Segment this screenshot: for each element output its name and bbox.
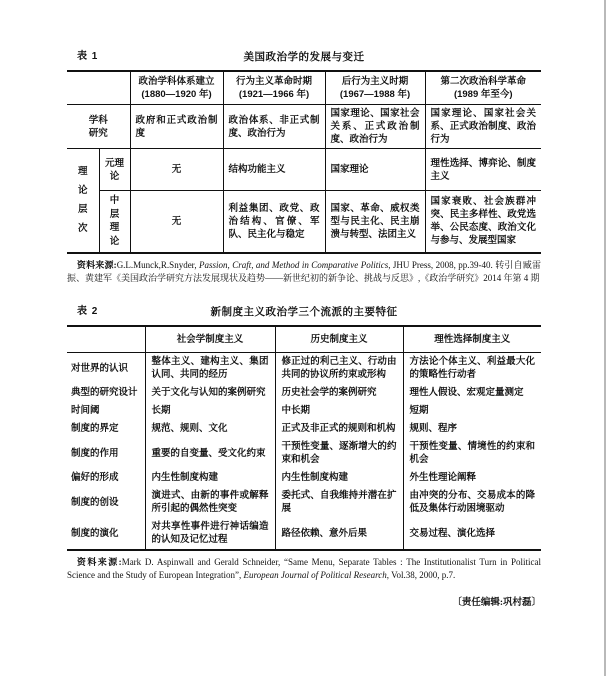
table2-caption — [67, 305, 541, 319]
table2-row-institution-evolution — [67, 518, 541, 550]
row-group-label-theory-levels — [67, 149, 99, 253]
table2-row-institution-role — [67, 438, 541, 469]
source-journal-title: European Journal of Political Research — [243, 570, 387, 580]
table2-header-historical: 历史制度主义 — [275, 326, 403, 353]
table2-cell: 方法论个体主义、利益最大化的策略性行动者 — [403, 352, 541, 384]
page-content — [67, 50, 541, 608]
source-citation-rest: , JHU Press, 2008, pp.39-40. 转引自臧雷振、黄建军《美国政治学研究方法发展现状及趋势——新世纪初的新争论、挑战与反思》,《政治学研究》2014 年第 4 期 — [67, 259, 541, 283]
table1-cell: 政府和正式政治制度 — [130, 105, 223, 149]
table2-cell: 修正过的利己主义、行动由共同的协议所约束或形构 — [275, 352, 403, 384]
period1-years: (1880—1920 年) — [141, 89, 212, 100]
table2-cell: 外生性理论阐释 — [403, 469, 541, 487]
source-book-title: Passion, Craft, and Method in Comparative Politics — [199, 259, 389, 270]
table2-cell: 内生性制度构建 — [275, 469, 403, 487]
table1-cell: 政治体系、非正式制度、政治行为 — [223, 105, 325, 149]
table2-header-empty — [67, 326, 145, 353]
period3-years: (1967—1988 年) — [339, 89, 411, 100]
source-citation-rest: , Vol.38, 2000, p.7. — [386, 570, 456, 580]
table2-row-research-design — [67, 384, 541, 402]
subject-research-label: 学科研究 — [88, 114, 108, 139]
row-label: 制度的创设 — [71, 496, 119, 508]
table2-cell: 干预性变量、逐渐增大的约束和机会 — [275, 438, 403, 469]
row-label: 对世界的认识 — [71, 362, 129, 374]
table2-cell: 由冲突的分布、交易成本的降低及集体行动困境驱动 — [403, 487, 541, 518]
row-label: 时间阈 — [71, 405, 100, 416]
table2-source-note — [67, 556, 541, 583]
table2-cell: 内生性制度构建 — [145, 469, 275, 487]
table2-tag: 表 2 — [77, 305, 99, 317]
table1-tag: 表 1 — [77, 51, 99, 62]
period3-name: 后行为主义时期 — [341, 76, 409, 87]
table1-title: 美国政治学的发展与变迁 — [243, 51, 365, 63]
table1-cell: 国家理论 — [325, 149, 425, 191]
table1-header-row — [67, 71, 541, 105]
table1-cell: 结构功能主义 — [223, 149, 325, 191]
table1-header-period4 — [425, 71, 541, 105]
table2-title: 新制度主义政治学三个流派的主要特征 — [210, 305, 398, 318]
table1-midrange-row — [67, 191, 541, 253]
source-label: 资料来源: — [76, 259, 117, 270]
table1-cell: 国家、革命、威权类型与民主化、民主崩溃与转型、法团主义 — [325, 191, 425, 253]
row-label: 制度的作用 — [71, 447, 119, 459]
table2-cell: 历史社会学的案例研究 — [275, 384, 403, 402]
table1-header-period1 — [130, 71, 223, 105]
table1-cell: 理性选择、博弈论、制度主义 — [425, 149, 541, 191]
source-label: 资料来源: — [76, 556, 122, 567]
table2-row-institution-creation — [67, 487, 541, 518]
table1-cell: 无 — [130, 149, 223, 191]
row-label: 偏好的形成 — [71, 472, 119, 483]
table1-cell: 无 — [130, 191, 223, 253]
table2-row-preference-formation — [67, 469, 541, 487]
row-label-metatheory: 元理论 — [99, 149, 130, 191]
row-label: 典型的研究设计 — [71, 387, 138, 398]
responsible-editor-note: 〔责任编辑:巩村磊〕 — [452, 597, 541, 608]
source-authors: G.L.Munck,R.Snyder, — [116, 259, 200, 270]
midrange-theory-label: 中层理论 — [109, 195, 120, 247]
table1-header-empty — [67, 71, 130, 105]
table1-subject-row — [67, 105, 541, 149]
table2-cell: 路径依赖、意外后果 — [275, 518, 403, 550]
table2-row-time-horizon — [67, 402, 541, 420]
table2-cell: 理性人假设、宏观定量测定 — [403, 384, 541, 402]
table2-cell: 演进式、由新的事件或解释所引起的偶然性突变 — [145, 487, 275, 518]
period4-name: 第二次政治科学革命 — [440, 76, 526, 87]
table2-cell: 正式及非正式的规则和机构 — [275, 420, 403, 438]
table2-header-sociological: 社会学制度主义 — [145, 326, 275, 353]
table2-header-rational-choice: 理性选择制度主义 — [403, 326, 541, 353]
table2-cell: 关于文化与认知的案例研究 — [145, 384, 275, 402]
table2-cell: 委托式、自我维持并潜在扩展 — [275, 487, 403, 518]
table2-cell: 长期 — [145, 402, 275, 420]
period2-name: 行为主义革命时期 — [235, 76, 312, 87]
table2-cell: 中长期 — [275, 402, 403, 420]
table1-american-political-science — [67, 70, 541, 254]
table2-header-row — [67, 326, 541, 353]
table1-source-note — [67, 259, 541, 286]
table2-cell: 整体主义、建构主义、集团认同、共同的经历 — [145, 352, 275, 384]
table2-row-worldview — [67, 352, 541, 384]
table2-cell: 规范、规则、文化 — [145, 420, 275, 438]
page-right-edge — [604, 0, 606, 676]
table2-cell: 重要的自变量、受文化约束 — [145, 438, 275, 469]
row-label-subject-research — [67, 105, 130, 149]
table2-cell: 短期 — [403, 402, 541, 420]
table2-cell: 规则、程序 — [403, 420, 541, 438]
row-label-midrange-theory — [99, 191, 130, 253]
table2-new-institutionalism — [67, 325, 541, 551]
table1-header-period2 — [223, 71, 325, 105]
table1-cell: 利益集团、政党、政治结构、官僚、军队、民主化与稳定 — [223, 191, 325, 253]
table1-cell: 国家理论、国家社会关系、正式政治制度、政治行为 — [425, 105, 541, 149]
table2-cell: 对共享性事件进行神话编造的认知及记忆过程 — [145, 518, 275, 550]
source-authors: Mark D. Aspinwall and Gerald Schneider, “Same Menu, Separate Tables : The Institutionalist Turn in Political Science and the Study of European Integration”, — [67, 556, 541, 580]
period4-years: (1989 年至今) — [453, 89, 513, 100]
table1-metatheory-row — [67, 149, 541, 191]
row-label: 制度的演化 — [71, 527, 119, 539]
period1-name: 政治学科体系建立 — [138, 76, 215, 87]
row-label: 制度的界定 — [71, 423, 119, 434]
table2-row-institution-definition — [67, 420, 541, 438]
table2-cell: 交易过程、演化选择 — [403, 518, 541, 550]
table1-cell: 国家衰败、社会族群冲突、民主多样性、政党选举、公民态度、政治文化与参与、发展型国家 — [425, 191, 541, 253]
table2-cell: 干预性变量、情境性的约束和机会 — [403, 438, 541, 469]
theory-levels-label: 理论层次 — [77, 166, 88, 235]
table1-header-period3 — [325, 71, 425, 105]
period2-years: (1921—1966 年) — [238, 89, 310, 100]
table1-caption — [67, 50, 541, 64]
table1-cell: 国家理论、国家社会关系、正式政治制度、政治行为 — [325, 105, 425, 149]
